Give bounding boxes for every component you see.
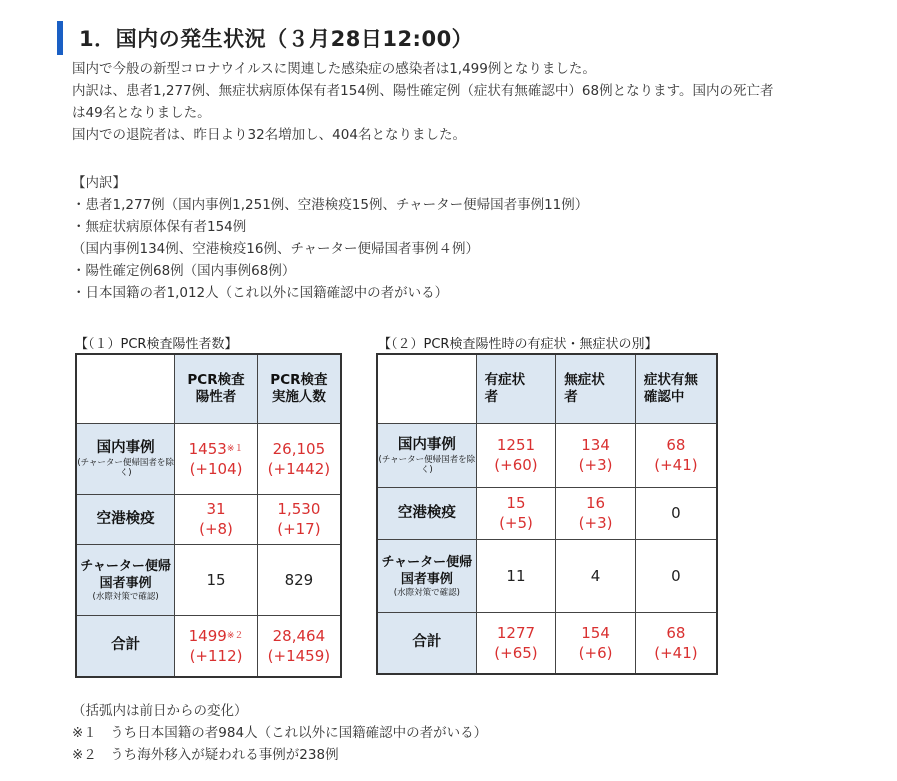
tested-cell [257, 615, 341, 677]
table-row [377, 539, 717, 612]
tested-change: (+1459) [267, 646, 331, 665]
table-row [377, 487, 717, 539]
row-label: 空港検疫 [96, 510, 155, 527]
row-label-cell [377, 539, 476, 612]
tested-change: (+1442) [267, 459, 331, 478]
row-label-cell [76, 615, 175, 677]
symptomatic-value: 1277 [496, 623, 536, 642]
header-blank-cell [377, 354, 476, 423]
positive-cell [175, 423, 258, 494]
page-title: 1．国内の発生状況（３月28日12:00） [79, 27, 474, 51]
table-row [76, 494, 341, 544]
tested-change: (+17) [277, 520, 321, 538]
positive-change: (+112) [189, 646, 243, 665]
positive-change: (+104) [189, 459, 243, 478]
asymptomatic-change: (+3) [578, 456, 613, 474]
row-label: 国内事例 [96, 440, 155, 456]
asymptomatic-change: (+3) [578, 514, 613, 532]
header-pcr-tested: PCR検査 実施人数 [257, 354, 341, 423]
table-row [377, 612, 717, 674]
asymptomatic-cell [556, 423, 636, 487]
row-sublabel: (水際対策で確認) [92, 591, 159, 602]
positive-change: (+8) [199, 520, 233, 538]
symptomatic-value: 1251 [496, 436, 536, 454]
checking-cell [635, 423, 717, 487]
breakdown-line: （国内事例134例、空港検疫16例、チャーター便帰国者事例４例） [72, 241, 480, 257]
tested-cell: 829 [257, 544, 341, 615]
checking-value: 68 [666, 623, 686, 642]
tested-value: 26,105 [272, 439, 326, 458]
table-row [76, 615, 341, 677]
checking-cell [635, 612, 717, 674]
row-sublabel: (水際対策で確認) [393, 587, 460, 598]
positive-cell [175, 494, 258, 544]
symptomatic-value: 15 [506, 494, 526, 512]
table-header-row [377, 354, 717, 423]
table2-title: 【（２）PCR検査陽性時の有症状・無症状の別】 [378, 337, 658, 352]
row-sublabel: (チャーター便帰国者を除く) [378, 454, 476, 475]
footnote-mark: ※１ [226, 443, 244, 454]
row-label-cell [377, 612, 476, 674]
symptomatic-change: (+5) [499, 514, 533, 532]
footnote-line: ※２ うち海外移入が疑われる事例が238例 [72, 747, 339, 763]
breakdown-line: ・患者1,277例（国内事例1,251例、空港検疫15例、チャーター便帰国者事例11例） [72, 197, 589, 213]
heading-accent-bar [57, 21, 63, 55]
header-checking: 症状有無 確認中 [635, 354, 717, 423]
footnote-mark: ※２ [226, 630, 244, 641]
asymptomatic-cell [556, 612, 636, 674]
checking-cell: 0 [635, 487, 717, 539]
checking-value: 68 [666, 436, 686, 454]
asymptomatic-cell [556, 487, 636, 539]
table-header-row [76, 354, 341, 423]
symptomatic-cell [476, 487, 556, 539]
section-heading [57, 20, 877, 56]
header-asymptomatic: 無症状 者 [556, 354, 636, 423]
row-label-cell [377, 487, 476, 539]
symptomatic-cell: 11 [476, 539, 556, 612]
asymptomatic-cell: 4 [556, 539, 636, 612]
header-symptomatic: 有症状 者 [476, 354, 556, 423]
table-row [76, 423, 341, 494]
breakdown-list [72, 172, 882, 304]
symptomatic-cell [476, 423, 556, 487]
positive-value: 1499 [188, 626, 227, 645]
header-blank-cell [76, 354, 175, 423]
positive-cell: 15 [175, 544, 258, 615]
tested-value: 1,530 [277, 500, 321, 518]
table1-title: 【（１）PCR検査陽性者数】 [75, 337, 238, 352]
pcr-positive-table [75, 353, 342, 678]
row-sublabel: (チャーター便帰国者を除く) [77, 458, 174, 478]
intro-line: 国内での退院者は、昨日より32名増加し、404名となりました。 [72, 127, 466, 143]
positive-cell [175, 615, 258, 677]
footnotes [72, 700, 487, 766]
symptomatic-change: (+65) [494, 643, 538, 662]
row-label-cell [76, 494, 175, 544]
row-label-cell [76, 544, 175, 615]
breakdown-title: 【内訳】 [72, 175, 126, 191]
symptomatic-cell [476, 612, 556, 674]
tested-cell [257, 423, 341, 494]
asymptomatic-value: 16 [586, 494, 606, 512]
footnote-line: ※１ うち日本国籍の者984人（これ以外に国籍確認中の者がいる） [72, 725, 488, 741]
asymptomatic-change: (+6) [578, 643, 613, 662]
asymptomatic-value: 134 [581, 436, 610, 454]
row-label: チャーター便帰国者事例 [80, 558, 171, 591]
symptom-status-table [376, 353, 718, 675]
breakdown-line: ・陽性確定例68例（国内事例68例） [72, 263, 296, 279]
positive-value: 31 [206, 500, 226, 518]
row-label: 合計 [111, 637, 141, 654]
breakdown-line: ・無症状病原体保有者154例 [72, 219, 247, 235]
checking-cell: 0 [635, 539, 717, 612]
tested-value: 28,464 [272, 626, 326, 645]
intro-line: 国内で今般の新型コロナウイルスに関連した感染症の感染者は1,499例となりました。 [72, 61, 596, 77]
header-pcr-positive: PCR検査 陽性者 [175, 354, 258, 423]
symptomatic-change: (+60) [494, 456, 538, 474]
tested-cell [257, 494, 341, 544]
table-row [377, 423, 717, 487]
table-row [76, 544, 341, 615]
checking-change: (+41) [654, 456, 698, 474]
row-label: チャーター便帰国者事例 [381, 554, 473, 587]
row-label-cell [76, 423, 175, 494]
footnote-line: （括弧内は前日からの変化） [72, 703, 248, 719]
breakdown-line: ・日本国籍の者1,012人（これ以外に国籍確認中の者がいる） [72, 285, 449, 301]
checking-change: (+41) [654, 643, 698, 662]
row-label: 空港検疫 [397, 504, 456, 521]
intro-line: 内訳は、患者1,277例、無症状病原体保有者154例、陽性確定例（症状有無確認中）68例となります。国内の死亡者 [72, 83, 774, 99]
asymptomatic-value: 154 [581, 623, 610, 642]
positive-value: 1453 [188, 439, 227, 458]
row-label-cell [377, 423, 476, 487]
intro-line: は49名となりました。 [72, 105, 211, 121]
row-label: 国内事例 [397, 436, 456, 453]
intro-paragraph [72, 58, 882, 146]
row-label: 合計 [412, 634, 442, 651]
